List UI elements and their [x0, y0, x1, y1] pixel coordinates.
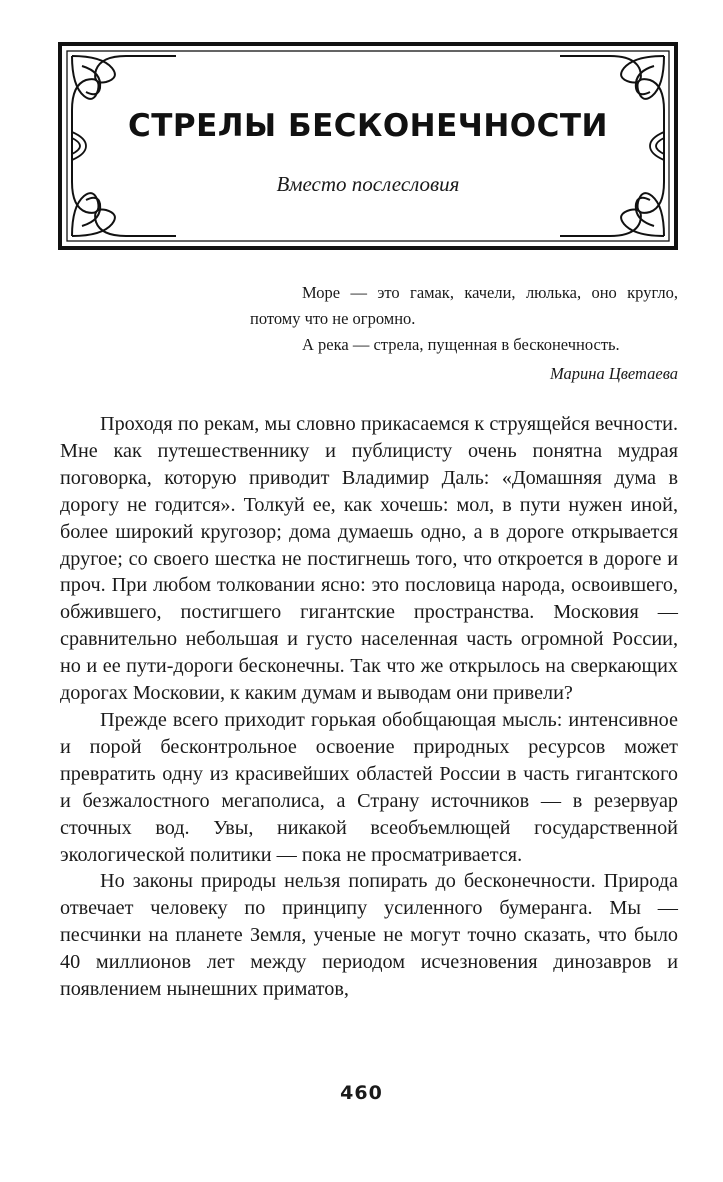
chapter-subtitle: Вместо послесловия — [276, 172, 460, 196]
ornamental-border — [58, 42, 678, 250]
chapter-title-frame — [58, 42, 678, 250]
page-number: 460 — [340, 1082, 383, 1104]
corner-knot-ornament — [72, 56, 664, 236]
epigraph-line: Море — это гамак, качели, люлька, оно кругло, потому что не огромно. — [250, 283, 678, 328]
epigraph-author: Марина Цветаева — [550, 364, 678, 383]
body-paragraph: Прежде всего приходит горькая обобщающая мысль: интенсивное и порой бесконтрольное освоение природных ресурсов может превратить одну из красивейших областей России в часть гигантского и безжалостного мегаполиса, а Страну источников — в резервуар сточных вод. Увы, никакой всеобъемлющей государственной экологической политики — пока не просматривается. — [60, 708, 678, 866]
body-paragraph: Проходя по рекам, мы словно прикасаемся к струящейся вечности. Мне как путешественнику и публицисту очень понятна мудрая поговорка, которую приводит Владимир Даль: «Домашняя дума в дорогу не годится». Толкуй ее, как хочешь: мол, в пути нужен иной, более широкий кругозор; дома думаешь одно, а в дороге открывается другое; со своего шестка не постигнешь того, что откроется в дороге и проч. При любом толковании ясно: это пословица народа, освоившего, обжившего, постигшего гигантские пространства. Московия — сравнительно небольшая и густо населенная часть огромной России, но и ее пути-дороги бесконечны. Так что же открылось на сверкающих дорогах Московии, к каким думам и выводам они привели? — [60, 413, 678, 705]
body-text — [60, 411, 678, 1003]
epigraph — [250, 280, 678, 387]
epigraph-line: А река — стрела, пущенная в бесконечность. — [302, 335, 620, 354]
body-paragraph: Но законы природы нельзя попирать до бесконечности. Природа отвечает человеку по принципу усиленного бумеранга. Мы — песчинки на планете Земля, ученые не могут точно сказать, что было 40 миллионов лет между периодом исчезновения динозавров и появлением нынешних приматов, — [60, 870, 678, 1001]
chapter-title: СТРЕЛЫ БЕСКОНЕЧНОСТИ — [127, 108, 608, 144]
